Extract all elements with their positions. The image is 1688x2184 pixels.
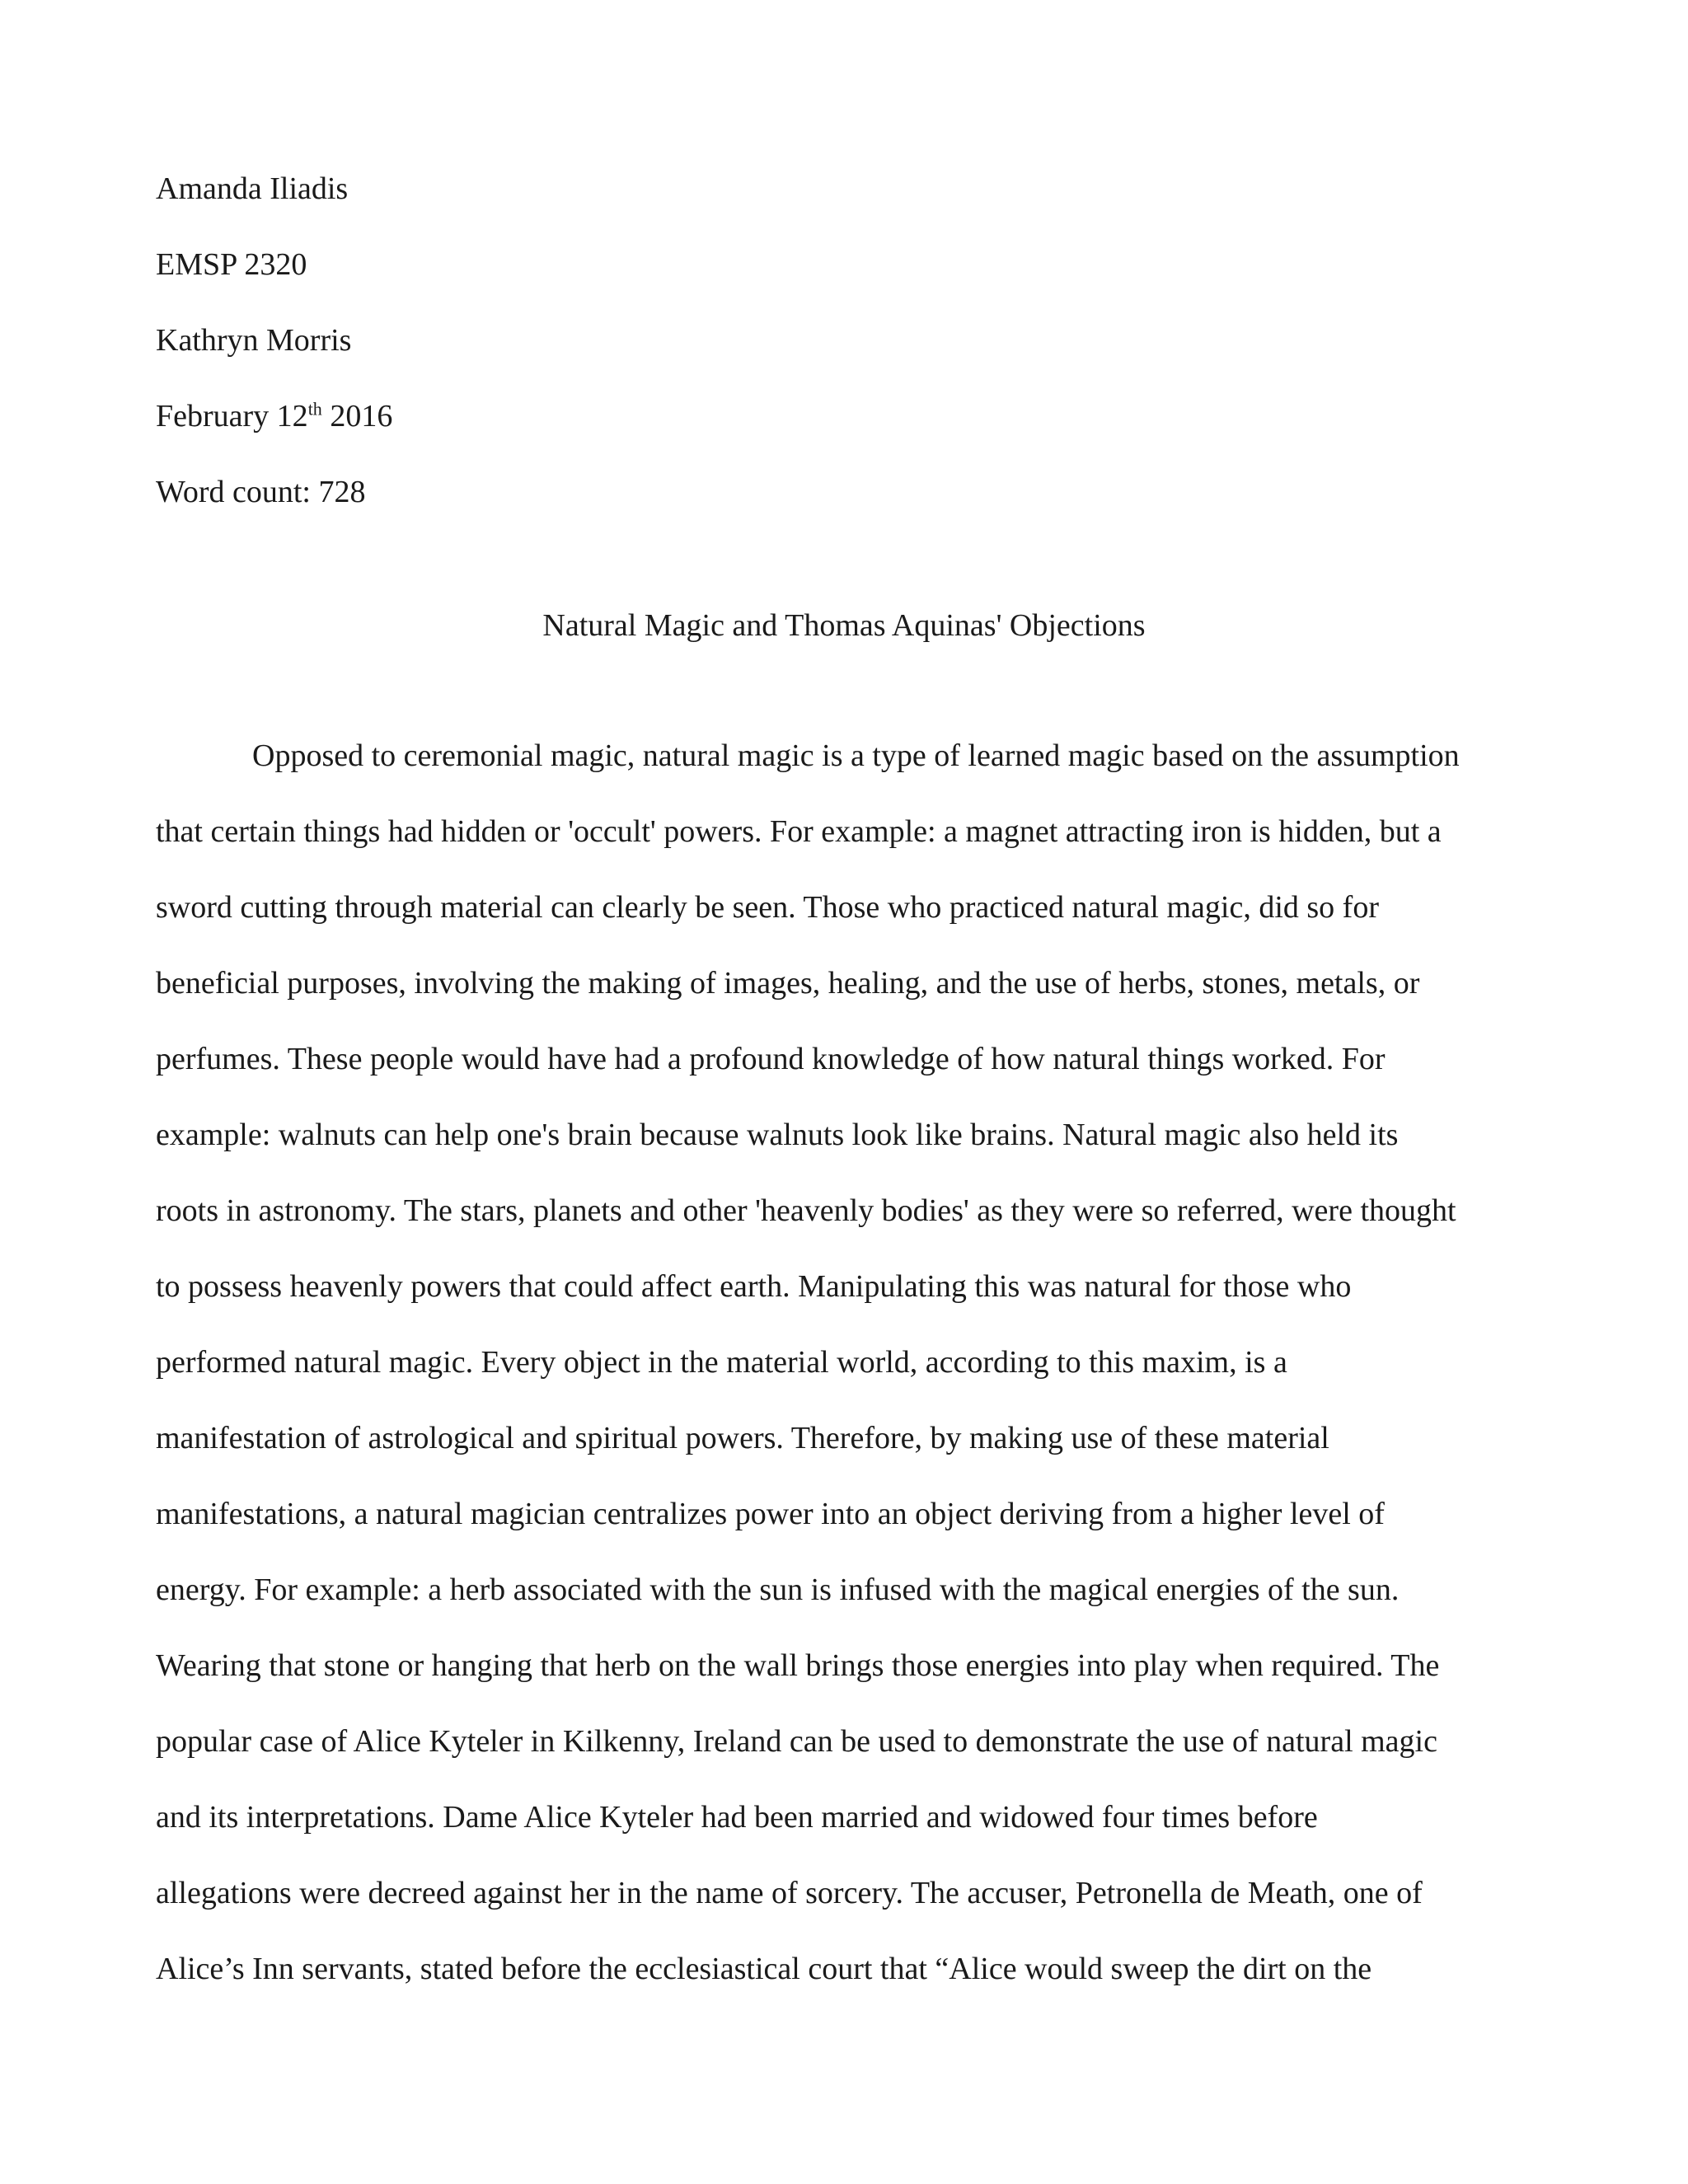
body-line: Wearing that stone or hanging that herb on the wall brings those energies into play when required. The <box>156 1648 1440 1683</box>
author-name: Amanda Iliadis <box>156 171 349 206</box>
body-line: manifestations, a natural magician centralizes power into an object deriving from a higher level of <box>156 1497 1385 1531</box>
body-line: and its interpretations. Dame Alice Kyteler had been married and widowed four times before <box>156 1800 1318 1835</box>
body-line: sword cutting through material can clearly be seen. Those who practiced natural magic, did so for <box>156 890 1379 925</box>
body-line: roots in astronomy. The stars, planets and other 'heavenly bodies' as they were so referred, were thought <box>156 1193 1456 1228</box>
body-line: that certain things had hidden or 'occult' powers. For example: a magnet attracting iron is hidden, but a <box>156 814 1442 849</box>
course-code: EMSP 2320 <box>156 247 307 282</box>
date-year: 2016 <box>321 399 393 434</box>
body-line: performed natural magic. Every object in the material world, according to this maxim, is a <box>156 1345 1287 1380</box>
word-count: Word count: 728 <box>156 475 366 509</box>
body-line: energy. For example: a herb associated with the sun is infused with the magical energies of the sun. <box>156 1572 1400 1607</box>
body-line: Opposed to ceremonial magic, natural magic is a type of learned magic based on the assumption <box>252 738 1460 773</box>
document-date <box>156 378 392 454</box>
body-line: beneficial purposes, involving the making of images, healing, and the use of herbs, stones, metals, or <box>156 966 1420 1001</box>
body-line: manifestation of astrological and spiritual powers. Therefore, by making use of these material <box>156 1421 1329 1455</box>
body-line: example: walnuts can help one's brain because walnuts look like brains. Natural magic also held its <box>156 1118 1399 1152</box>
body-line: Alice’s Inn servants, stated before the ecclesiastical court that “Alice would sweep the dirt on the <box>156 1952 1372 1986</box>
body-line: allegations were decreed against her in the name of sorcery. The accuser, Petronella de Meath, one of <box>156 1876 1423 1910</box>
date-ordinal-suffix: th <box>307 398 322 419</box>
instructor-name: Kathryn Morris <box>156 323 352 358</box>
body-line: popular case of Alice Kyteler in Kilkenny, Ireland can be used to demonstrate the use of natural magic <box>156 1724 1437 1759</box>
document-title: Natural Magic and Thomas Aquinas' Objections <box>542 608 1146 643</box>
body-line: perfumes. These people would have had a profound knowledge of how natural things worked. For <box>156 1042 1386 1076</box>
body-paragraph <box>156 718 1534 2007</box>
date-month-day: February 12 <box>156 399 308 434</box>
body-line: to possess heavenly powers that could affect earth. Manipulating this was natural for those who <box>156 1269 1352 1304</box>
document-header <box>156 151 392 530</box>
